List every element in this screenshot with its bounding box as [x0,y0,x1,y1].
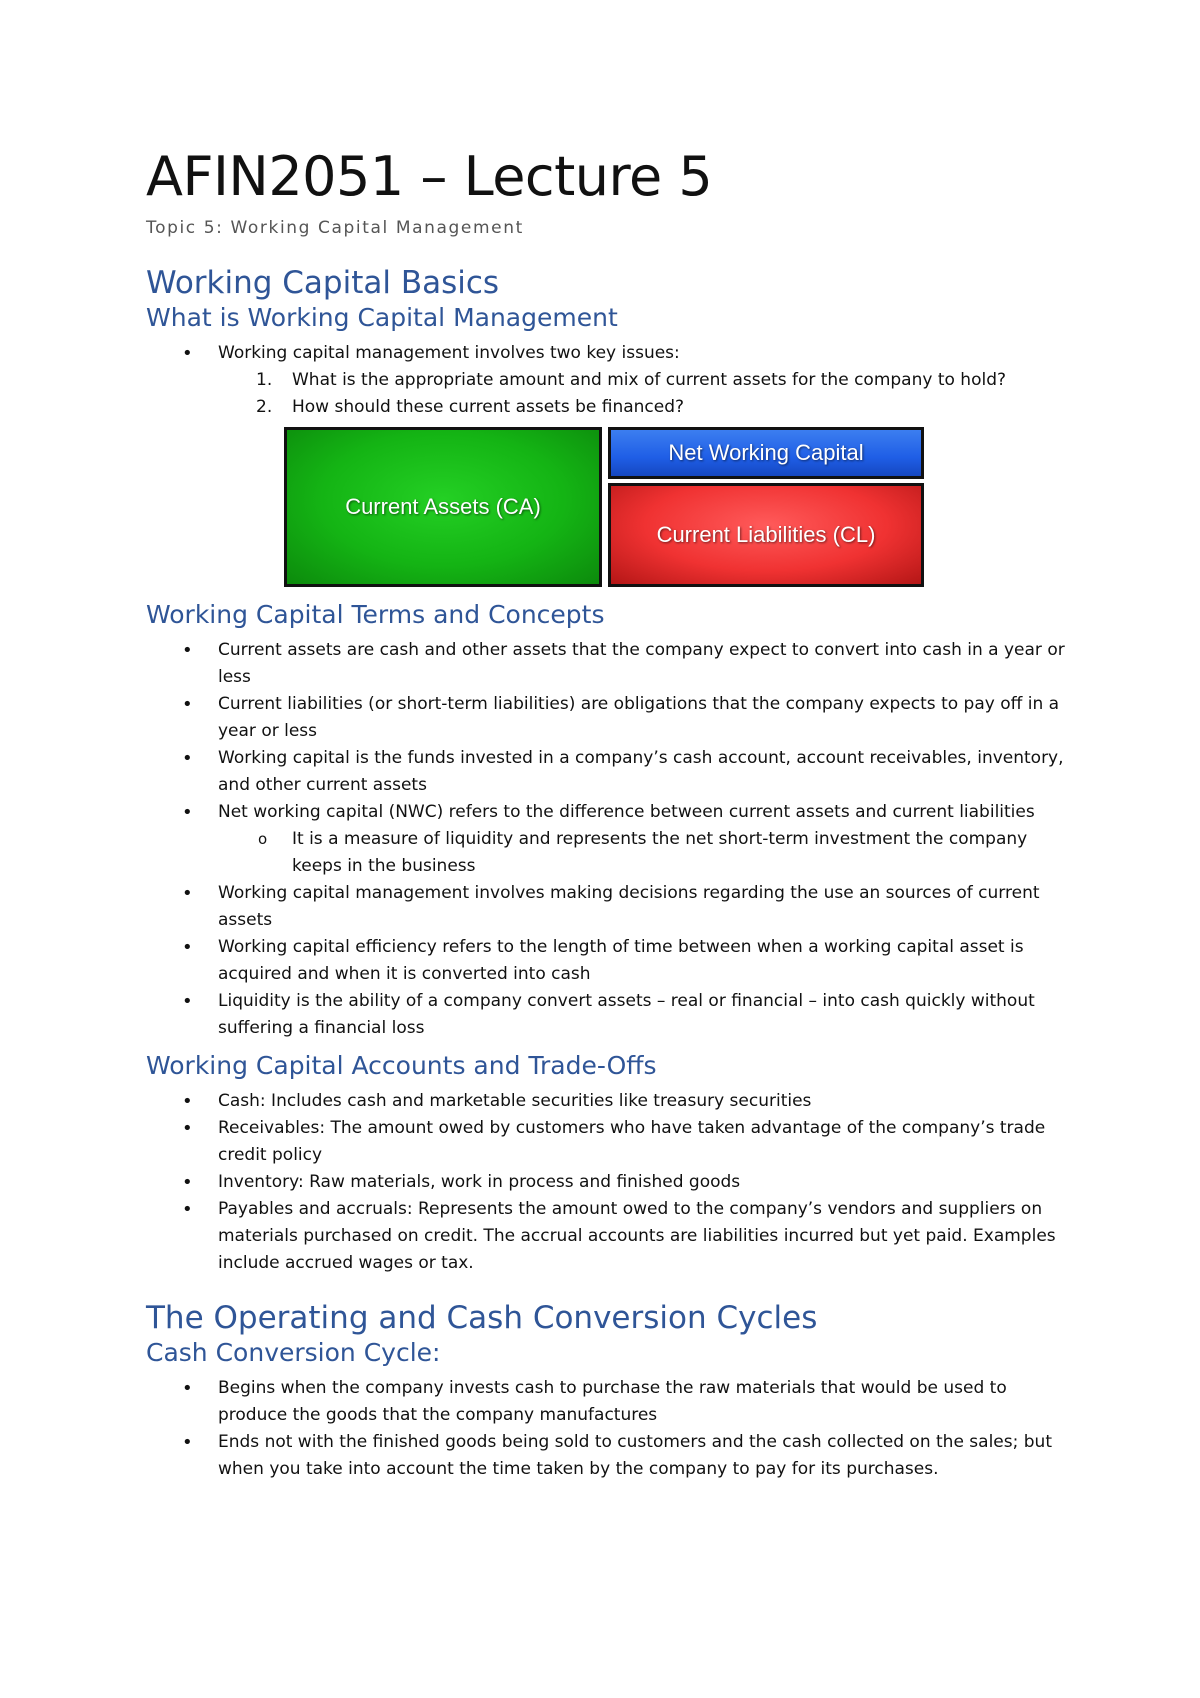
list-item: • Working capital management involves two key issues: [146,340,1066,367]
working-capital-diagram [146,427,1066,595]
document-subtitle: Topic 5: Working Capital Management [146,218,524,238]
current-liabilities-box: Current Liabilities (CL) [608,483,924,587]
list-item: • Liquidity is the ability of a company convert assets – real or financial – into cash quickly without suffering a financial loss [146,988,1066,1042]
list-item: • Ends not with the finished goods being sold to customers and the cash collected on the sales; but when you take into account the time taken by the company to pay for its purchases. [146,1429,1066,1483]
list-item [146,394,1066,421]
accounts-list [146,1088,1066,1277]
list-item: • Receivables: The amount owed by customers who have taken advantage of the company’s trade credit policy [146,1115,1066,1169]
heading-what-is-wcm: What is Working Capital Management [146,303,618,332]
list-item: • Current liabilities (or short-term liabilities) are obligations that the company expects to pay off in a year or less [146,691,1066,745]
heading-accounts-tradeoffs: Working Capital Accounts and Trade-Offs [146,1051,657,1080]
terms-list [146,637,1066,826]
list-item: • Working capital management involves making decisions regarding the use an sources of current assets [146,880,1066,934]
heading-working-capital-basics: Working Capital Basics [146,265,500,301]
list-item-text: What is the appropriate amount and mix of current assets for the company to hold? [292,370,1007,390]
list-item: • Inventory: Raw materials, work in process and finished goods [146,1169,1066,1196]
document-title: AFIN2051 – Lecture 5 [146,145,713,208]
nwc-sub-list [146,826,1066,880]
list-item: • Working capital is the funds invested in a company’s cash account, account receivables, inventory, and other current assets [146,745,1066,799]
key-issues-list [146,367,1066,421]
list-number: 1. [256,370,273,390]
list-item: • Net working capital (NWC) refers to the difference between current assets and current liabilities [146,799,1066,826]
list-item-text: How should these current assets be financed? [292,397,685,417]
heading-terms-concepts: Working Capital Terms and Concepts [146,600,605,629]
what-is-list [146,340,1066,367]
net-working-capital-box: Net Working Capital [608,427,924,479]
heading-cash-conversion-cycle: Cash Conversion Cycle: [146,1338,441,1367]
heading-operating-cycles: The Operating and Cash Conversion Cycles [146,1300,818,1336]
list-item: • Working capital efficiency refers to the length of time between when a working capital asset is acquired and when it is converted into cash [146,934,1066,988]
list-item: • Begins when the company invests cash to purchase the raw materials that would be used to produce the goods that the company manufactures [146,1375,1066,1429]
list-item: • Payables and accruals: Represents the amount owed to the company’s vendors and suppliers on materials purchased on credit. The accrual accounts are liabilities incurred but yet paid. Examples include accrued wages or tax. [146,1196,1066,1277]
list-item [146,367,1066,394]
list-number: 2. [256,397,273,417]
terms-list-continued [146,880,1066,1042]
current-assets-box: Current Assets (CA) [284,427,602,587]
document-page [146,146,1066,1483]
sub-list-item: o It is a measure of liquidity and represents the net short-term investment the company keeps in the business [146,826,1066,880]
ccc-list [146,1375,1066,1483]
list-item: • Current assets are cash and other assets that the company expect to convert into cash in a year or less [146,637,1066,691]
list-item: • Cash: Includes cash and marketable securities like treasury securities [146,1088,1066,1115]
